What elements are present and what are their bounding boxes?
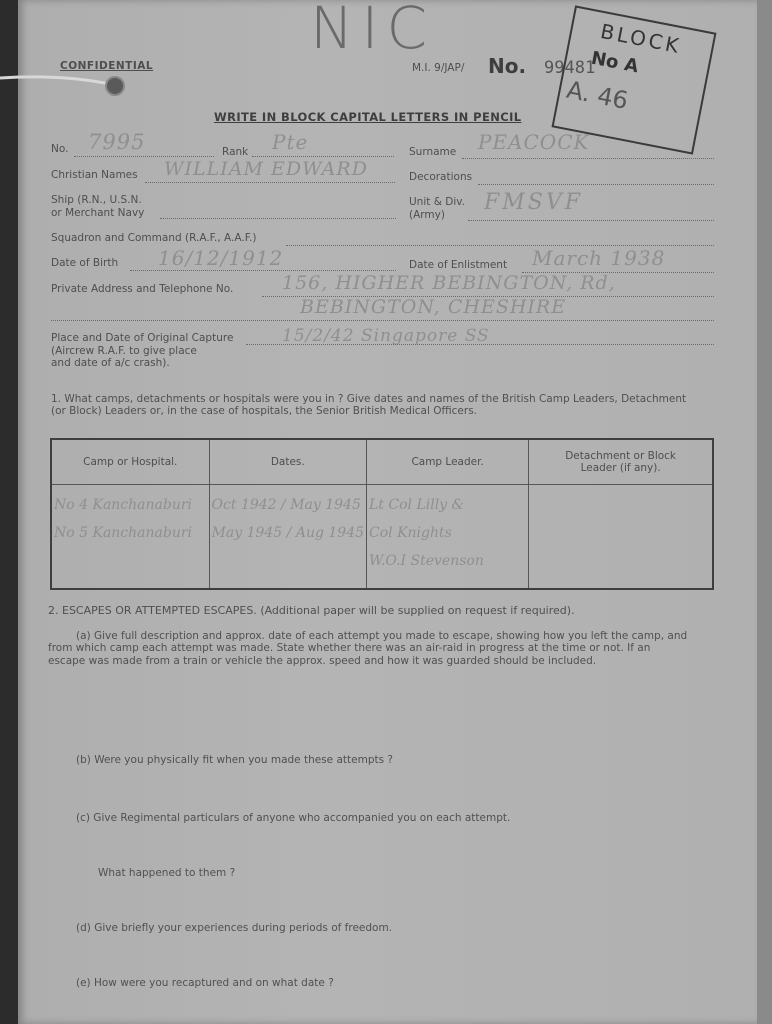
string-tag: [0, 76, 120, 86]
question-2a-line-1: (a) Give full description and approx. date of each attempt you made to escape, showing how you left the camp, and: [76, 630, 688, 642]
form-number-label: No.: [488, 54, 527, 78]
unit-line: [468, 220, 714, 221]
capture-label-2: (Aircrew R.A.F. to give place: [51, 345, 197, 357]
table-cell: [529, 485, 713, 590]
column-header: Camp Leader.: [367, 439, 529, 485]
table-cell-line: No 5 Kanchanaburi: [54, 525, 193, 541]
question-1-text-2: (or Block) Leaders or, in the case of hospitals, the Senior British Medical Officers.: [51, 405, 478, 417]
question-2-title: 2. ESCAPES OR ATTEMPTED ESCAPES. (Additional paper will be supplied on request if required).: [48, 604, 575, 617]
column-header: Dates.: [209, 439, 366, 485]
unit-label-2: (Army): [409, 209, 445, 221]
surname-value: PEACOCK: [478, 130, 590, 154]
surname-label: Surname: [409, 146, 457, 158]
address-dotted-2: [51, 320, 714, 321]
question-2a-line-2: from which camp each attempt was made. State whether there was an air-raid in progress at the time or not. If an: [48, 642, 651, 654]
question-1-text: 1. What camps, detachments or hospitals were you in ? Give dates and names of the British Camp Leaders, Detachment: [51, 393, 687, 405]
service-no-value: 7995: [88, 130, 146, 154]
table-cell: [367, 485, 529, 590]
binding-shadow: [0, 0, 18, 1024]
service-no-label: No.: [51, 143, 69, 155]
christian-names-line: [145, 182, 395, 183]
address-label: Private Address and Telephone No.: [51, 283, 234, 295]
capture-value: 15/2/42 Singapore SS: [282, 326, 490, 346]
christian-names-value: WILLIAM EDWARD: [164, 158, 368, 180]
address-line-2: BEBINGTON, CHESHIRE: [300, 296, 567, 318]
capture-label-3: and date of a/c crash).: [51, 357, 170, 369]
form-number: 99481: [544, 58, 596, 78]
nic-mark: NIC: [310, 0, 435, 62]
unit-value: FMSVF: [484, 190, 584, 215]
column-header: Detachment or Block Leader (if any).: [529, 439, 713, 485]
enlistment-label: Date of Enlistment: [409, 259, 508, 271]
stamp-text-block: BLOCK: [598, 18, 684, 59]
question-2d: (d) Give briefly your experiences during periods of freedom.: [76, 922, 393, 934]
decorations-label: Decorations: [409, 171, 473, 183]
camp-table: [50, 438, 714, 590]
capture-label: Place and Date of Original Capture: [51, 332, 234, 344]
date-of-birth-value: 16/12/1912: [158, 246, 284, 270]
rank-label: Rank: [222, 146, 249, 158]
confidential-label: CONFIDENTIAL: [60, 60, 154, 72]
christian-names-label: Christian Names: [51, 169, 138, 181]
date-of-birth-line: [130, 270, 396, 271]
stamp-text-no: No A: [589, 47, 641, 78]
question-2b: (b) Were you physically fit when you made these attempts ?: [76, 754, 393, 766]
form-reference: M.I. 9/JAP/: [412, 62, 465, 74]
page-edge: [757, 0, 772, 1024]
enlistment-value: March 1938: [532, 246, 666, 270]
surname-line: [462, 158, 714, 159]
table-cell-line: May 1945 / Aug 1945: [211, 525, 365, 541]
capture-line: [246, 344, 714, 345]
squadron-label: Squadron and Command (R.A.F., A.A.F.): [51, 232, 257, 244]
question-2a-line-3: escape was made from a train or vehicle the approx. speed and how it was guarded should be included.: [48, 655, 597, 667]
rank-line: [252, 156, 394, 157]
table-cell-line: W.O.I Stevenson: [369, 553, 484, 569]
table-cell-line: Lt Col Lilly &: [369, 497, 465, 513]
instruction-heading: WRITE IN BLOCK CAPITAL LETTERS IN PENCIL: [214, 110, 522, 124]
table-cell-line: No 4 Kanchanaburi: [54, 497, 193, 513]
rank-value: Pte: [272, 130, 309, 154]
date-of-birth-label: Date of Birth: [51, 257, 119, 269]
ship-label: Ship (R.N., U.S.N.: [51, 194, 142, 206]
table-cell: [209, 485, 366, 590]
address-line-1: 156, HIGHER BEBINGTON, Rd,: [282, 272, 616, 294]
ship-line: [160, 218, 396, 219]
question-2c-sub: What happened to them ?: [98, 867, 236, 879]
service-no-line: [74, 156, 214, 157]
table-row: [51, 485, 713, 590]
ship-label-2: or Merchant Navy: [51, 207, 145, 219]
stamp-text-number: A. 46: [564, 75, 631, 115]
table-header-row: [51, 439, 713, 485]
table-cell-line: Col Knights: [369, 525, 452, 541]
unit-label: Unit & Div.: [409, 196, 465, 208]
decorations-line: [478, 184, 714, 185]
question-2e: (e) How were you recaptured and on what date ?: [76, 977, 334, 989]
table-cell: [51, 485, 209, 590]
question-2c: (c) Give Regimental particulars of anyone who accompanied you on each attempt.: [76, 812, 511, 824]
column-header: Camp or Hospital.: [51, 439, 209, 485]
table-cell-line: Oct 1942 / May 1945: [211, 497, 361, 513]
